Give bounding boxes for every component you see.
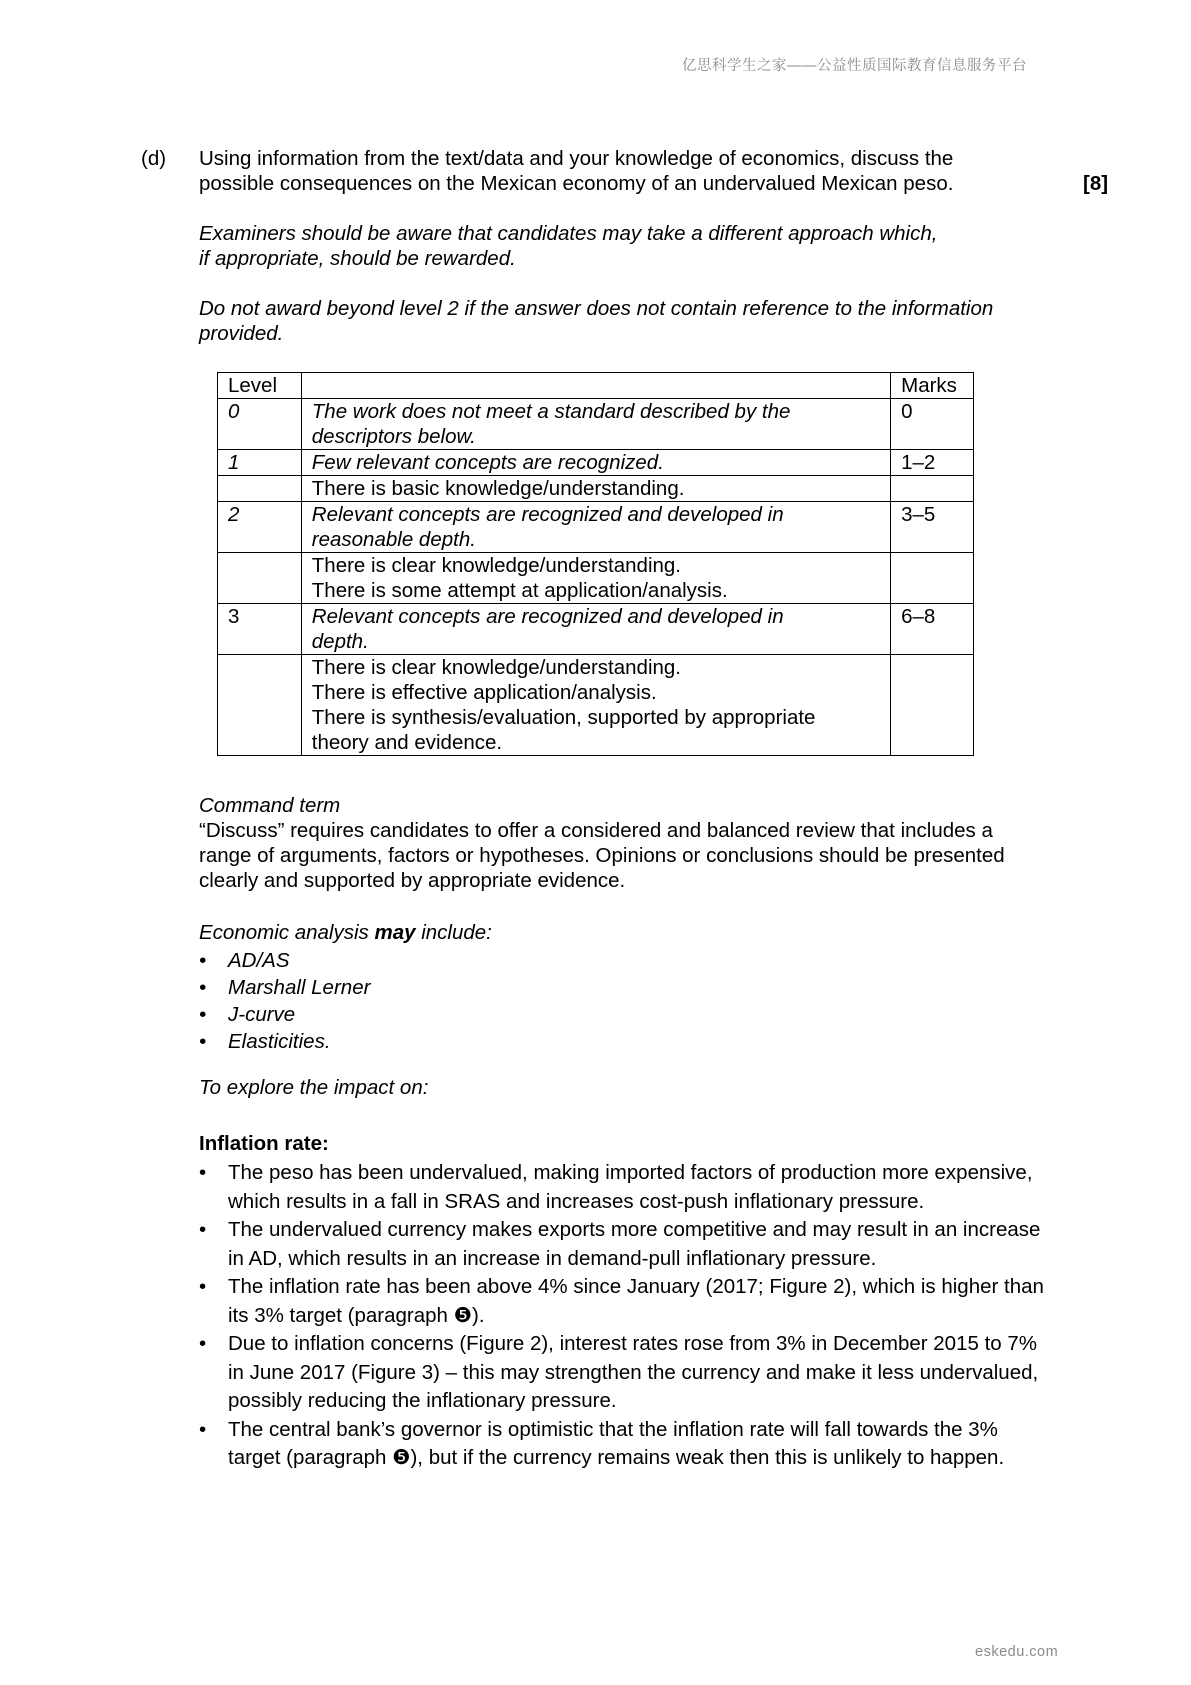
table-header-row [218,373,974,399]
question-label: (d) [141,147,167,170]
examiner-note [199,221,937,271]
list-item: • J-curve [199,1001,370,1028]
site-watermark-header: 亿思科学生之家——公益性质国际教育信息服务平台 [682,58,1027,74]
examiner-note-line: if appropriate, should be rewarded. [199,247,516,270]
level-cell [218,553,302,604]
descriptor-line: There is basic knowledge/understanding. [311,477,685,500]
bullet-line: possibly reducing the inflationary pressure. [228,1389,617,1412]
level-cell [218,476,302,502]
header-descriptor [301,373,890,399]
list-item: • Elasticities. [199,1028,370,1055]
list-item: • Marshall Lerner [199,974,370,1001]
table-row [218,502,974,553]
bullet-line: • The undervalued currency makes exports more competitive and may result in an increase [228,1218,1041,1241]
level-restriction-line: provided. [199,322,284,345]
level-cell: 1 [218,450,302,476]
level-restriction-note [199,296,993,346]
inflation-bullets [199,1159,1129,1473]
analysis-intro-after: include: [415,921,492,944]
table-row [218,655,974,756]
command-term-line: clearly and supported by appropriate evidence. [199,869,626,892]
descriptor-line: Relevant concepts are recognized and developed in [311,605,784,628]
table-row [218,399,974,450]
descriptor-cell [301,450,890,476]
marks-cell [891,553,974,604]
marks-cell: 6–8 [891,604,974,655]
question-marks: [8] [1083,172,1109,195]
table-row [218,476,974,502]
header-marks: Marks [891,373,974,399]
bullet-line: • Due to inflation concerns (Figure 2), interest rates rose from 3% in December 2015 to 7% [228,1332,1037,1355]
bullet-line: its 3% target (paragraph ❺). [228,1303,485,1327]
descriptor-cell [301,399,890,450]
table-row [218,604,974,655]
level-cell: 2 [218,502,302,553]
marks-cell: 1–2 [891,450,974,476]
descriptor-line: Few relevant concepts are recognized. [311,451,664,474]
list-item: • AD/AS [199,947,370,974]
question-text [199,146,1099,196]
list-item [199,1159,1129,1216]
marks-cell: 3–5 [891,502,974,553]
marks-cell [891,476,974,502]
analysis-intro [199,920,492,945]
analysis-intro-before: Economic analysis [199,921,375,944]
descriptor-line: There is clear knowledge/understanding. [311,554,682,577]
bullet-line: in AD, which results in an increase in demand-pull inflationary pressure. [228,1246,877,1270]
descriptor-line: theory and evidence. [311,731,503,754]
descriptor-line: Relevant concepts are recognized and developed in [311,503,784,526]
table-row [218,450,974,476]
command-term-heading: Command term [199,794,341,817]
command-term-line: range of arguments, factors or hypotheses. Opinions or conclusions should be presented [199,844,1005,867]
list-item [199,1330,1129,1416]
descriptor-line: descriptors below. [311,425,476,448]
descriptor-line: There is effective application/analysis. [311,681,657,704]
bullet-line: • The inflation rate has been above 4% since January (2017; Figure 2), which is higher than [228,1275,1044,1298]
list-item [199,1216,1129,1273]
descriptor-cell [301,604,890,655]
descriptor-cell [301,476,890,502]
bullet-line: • The central bank’s governor is optimistic that the inflation rate will fall towards the 3% [228,1417,998,1441]
table-row [218,553,974,604]
descriptor-cell [301,655,890,756]
descriptor-line: The work does not meet a standard described by the [311,400,791,423]
bullet-line: target (paragraph ❺), but if the currency remains weak then this is unlikely to happen. [228,1446,1005,1469]
markband-table [217,372,974,756]
analysis-intro-emphasis: may [374,921,416,944]
inflation-heading: Inflation rate: [199,1132,329,1155]
bullet-line: in June 2017 (Figure 3) – this may strengthen the currency and make it less undervalued, [228,1360,1039,1384]
descriptor-cell [301,553,890,604]
level-cell [218,655,302,756]
descriptor-line: reasonable depth. [311,528,476,551]
bullet-line: • The peso has been undervalued, making imported factors of production more expensive, [228,1161,1033,1184]
analysis-list [199,947,370,1055]
descriptor-line: There is some attempt at application/analysis. [311,579,728,602]
marks-cell: 0 [891,399,974,450]
list-item [199,1273,1129,1330]
question-line: Using information from the text/data and your knowledge of economics, discuss the [199,147,954,170]
site-watermark-footer: eskedu.com [975,1644,1059,1660]
explore-impact-line: To explore the impact on: [199,1076,429,1099]
level-cell: 0 [218,399,302,450]
command-term-line: “Discuss” requires candidates to offer a considered and balanced review that includes a [199,819,993,842]
descriptor-line: depth. [311,630,369,653]
header-level: Level [218,373,302,399]
level-restriction-line: Do not award beyond level 2 if the answer does not contain reference to the information [199,297,994,320]
marks-cell [891,655,974,756]
bullet-line: which results in a fall in SRAS and increases cost-push inflationary pressure. [228,1189,925,1213]
descriptor-line: There is clear knowledge/understanding. [311,656,682,679]
command-term-section [199,793,1005,893]
descriptor-cell [301,502,890,553]
level-cell: 3 [218,604,302,655]
list-item [199,1416,1129,1473]
descriptor-line: There is synthesis/evaluation, supported by appropriate [311,706,816,729]
question-line: possible consequences on the Mexican economy of an undervalued Mexican peso. [199,172,954,195]
examiner-note-line: Examiners should be aware that candidates may take a different approach which, [199,222,938,245]
